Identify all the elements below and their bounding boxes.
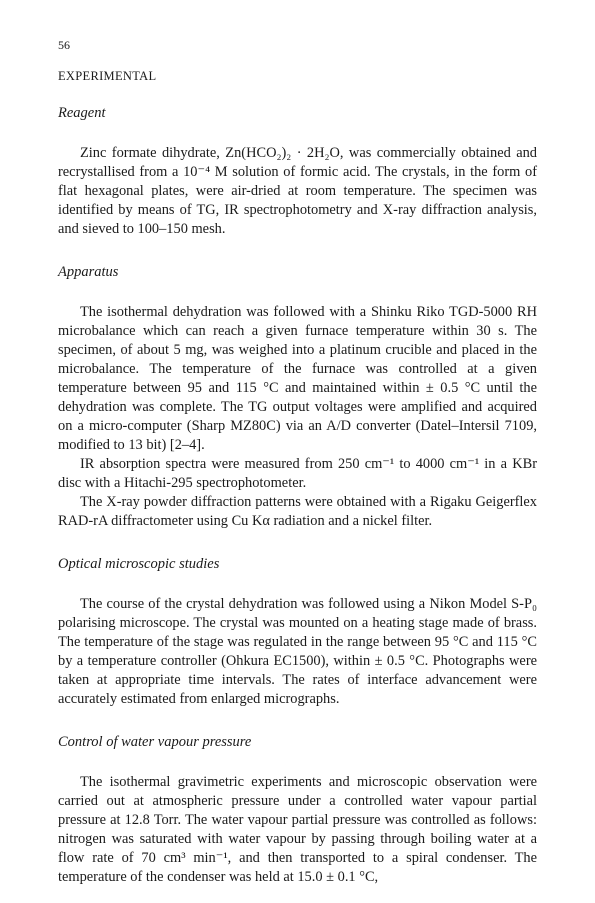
subsection-title-apparatus: Apparatus bbox=[58, 264, 119, 280]
subsection-title-optical: Optical microscopic studies bbox=[58, 556, 220, 572]
section-heading: EXPERIMENTAL bbox=[58, 69, 157, 83]
paragraph-apparatus-3: The X-ray powder diffraction patterns were obtained with a Rigaku Geigerflex RAD-rA diffractometer using Cu Kα radiation and a nickel filter. bbox=[58, 494, 537, 529]
paragraph-apparatus-2: IR absorption spectra were measured from 250 cm⁻¹ to 4000 cm⁻¹ in a KBr disc with a Hitachi-295 spectrophotometer. bbox=[58, 456, 537, 491]
page-number: 56 bbox=[58, 38, 70, 52]
subsection-title-reagent: Reagent bbox=[58, 105, 106, 121]
paragraph-apparatus-1: The isothermal dehydration was followed with a Shinku Riko TGD-5000 RH microbalance which can reach a given furnace temperature within 30 s. The specimen, of about 5 mg, was weighed into a platinum crucible and placed in the microbalance. The temperature of the furnace was controlled at a given temperature between 95 and 115 °C and maintained within ± 0.5 °C until the dehydration was complete. The TG output voltages were amplified and acquired on a micro-computer (Sharp MZ80C) via an A/D converter (Datel–Intersil 7109, modified to 13 bit) [2–4]. bbox=[58, 304, 537, 453]
paragraph-reagent: Zinc formate dihydrate, Zn(HCO₂)₂ · 2H₂O, was commercially obtained and recrystallised from a 10⁻⁴ M solution of formic acid. The crystals, in the form of flat hexagonal plates, were air-dried at room temperature. The specimen was identified by means of TG, IR spectrophotometry and X-ray diffraction analysis, and sieved to 100–150 mesh. bbox=[58, 145, 537, 237]
paragraph-water-vapour: The isothermal gravimetric experiments and microscopic observation were carried out at atmospheric pressure under a controlled water vapour partial pressure at 12.8 Torr. The water vapour partial pressure was controlled as follows: nitrogen was saturated with water vapour by passing through boiling water at a flow rate of 70 cm³ min⁻¹, and then transported to a spiral condenser. The temperature of the condenser was held at 15.0 ± 0.1 °C, bbox=[58, 774, 537, 885]
paragraph-optical: The course of the crystal dehydration was followed using a Nikon Model S-P₀ polarising microscope. The crystal was mounted on a heating stage made of brass. The temperature of the stage was regulated in the range between 95 °C and 115 °C by a temperature controller (Ohkura EC1500), within ± 0.5 °C. Photographs were taken at appropriate time intervals. The rates of interface advancement were accurately estimated from enlarged micrographs. bbox=[58, 596, 537, 707]
page-content bbox=[58, 38, 537, 887]
subsection-title-water-vapour: Control of water vapour pressure bbox=[58, 734, 252, 750]
